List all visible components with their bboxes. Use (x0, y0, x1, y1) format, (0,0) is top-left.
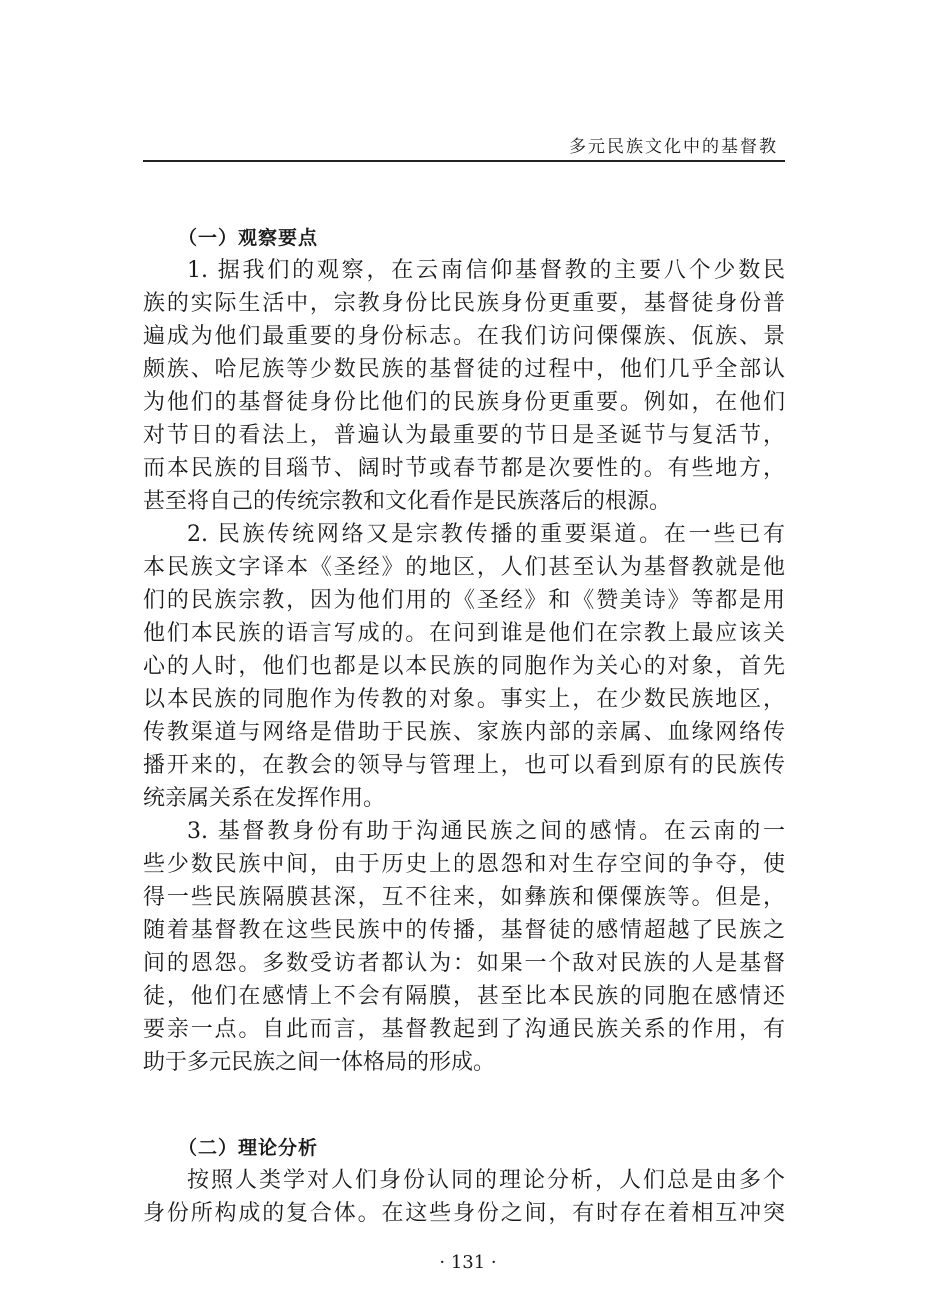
paragraph-2 (143, 518, 785, 815)
running-title: 多元民族文化中的基督教 (569, 137, 778, 157)
text-line: 徒，他们在感情上不会有隔膜，甚至比本民族的同胞在感情还 (143, 984, 785, 1009)
paragraph-3 (143, 815, 785, 1079)
text-line: 身份所构成的复合体。在这些身份之间，有时存在着相互冲突 (143, 1201, 785, 1226)
text-line: 3. 基督教身份有助于沟通民族之间的感情。在云南的一 (187, 819, 785, 844)
paragraph-4 (143, 1164, 785, 1230)
text-line: 些少数民族中间，由于历史上的恩怨和对生存空间的争夺，使 (143, 852, 785, 877)
text-line: 心的人时，他们也都是以本民族的同胞作为关心的对象，首先 (143, 654, 785, 679)
paragraph-1 (143, 254, 785, 518)
text-line: 遍成为他们最重要的身份标志。在我们访问傈僳族、佤族、景 (143, 324, 785, 349)
text-line: 以本民族的同胞作为传教的对象。事实上，在少数民族地区， (143, 687, 785, 712)
text-line: 族的实际生活中，宗教身份比民族身份更重要，基督徒身份普 (143, 291, 785, 316)
text-line: 甚至将自己的传统宗教和文化看作是民族落后的根源。 (143, 489, 672, 514)
text-line: 1. 据我们的观察，在云南信仰基督教的主要八个少数民 (187, 258, 785, 283)
text-line: 传教渠道与网络是借助于民族、家族内部的亲属、血缘网络传 (143, 720, 785, 745)
text-line: 们的民族宗教，因为他们用的《圣经》和《赞美诗》等都是用 (143, 588, 785, 613)
text-line: 为他们的基督徒身份比他们的民族身份更重要。例如，在他们 (143, 390, 785, 415)
section-heading: （二）理论分析 (178, 1137, 319, 1159)
text-line: 对节日的看法上，普遍认为最重要的节日是圣诞节与复活节， (143, 423, 785, 448)
text-line: 播开来的，在教会的领导与管理上，也可以看到原有的民族传 (143, 753, 785, 778)
section-heading: （一）观察要点 (178, 227, 319, 249)
page-number: · 131 · (439, 1252, 497, 1273)
text-line: 间的恩怨。多数受访者都认为：如果一个敌对民族的人是基督 (143, 951, 785, 976)
text-line: 得一些民族隔膜甚深，互不往来，如彝族和傈僳族等。但是， (143, 885, 785, 910)
text-line: 随着基督教在这些民族中的传播，基督徒的感情超越了民族之 (143, 918, 785, 943)
text-line: 按照人类学对人们身份认同的理论分析，人们总是由多个 (187, 1168, 785, 1193)
text-line: 统亲属关系在发挥作用。 (143, 786, 386, 811)
text-line: 助于多元民族之间一体格局的形成。 (143, 1050, 496, 1075)
text-line: 要亲一点。自此而言，基督教起到了沟通民族关系的作用，有 (143, 1017, 785, 1042)
text-line: 颇族、哈尼族等少数民族的基督徒的过程中，他们几乎全部认 (143, 357, 785, 382)
text-line: 而本民族的目瑙节、阔时节或春节都是次要性的。有些地方， (143, 456, 785, 481)
header-rule (143, 160, 785, 162)
text-line: 2. 民族传统网络又是宗教传播的重要渠道。在一些已有 (187, 522, 785, 547)
text-line: 本民族文字译本《圣经》的地区，人们甚至认为基督教就是他 (143, 555, 785, 580)
text-line: 他们本民族的语言写成的。在问到谁是他们在宗教上最应该关 (143, 621, 785, 646)
